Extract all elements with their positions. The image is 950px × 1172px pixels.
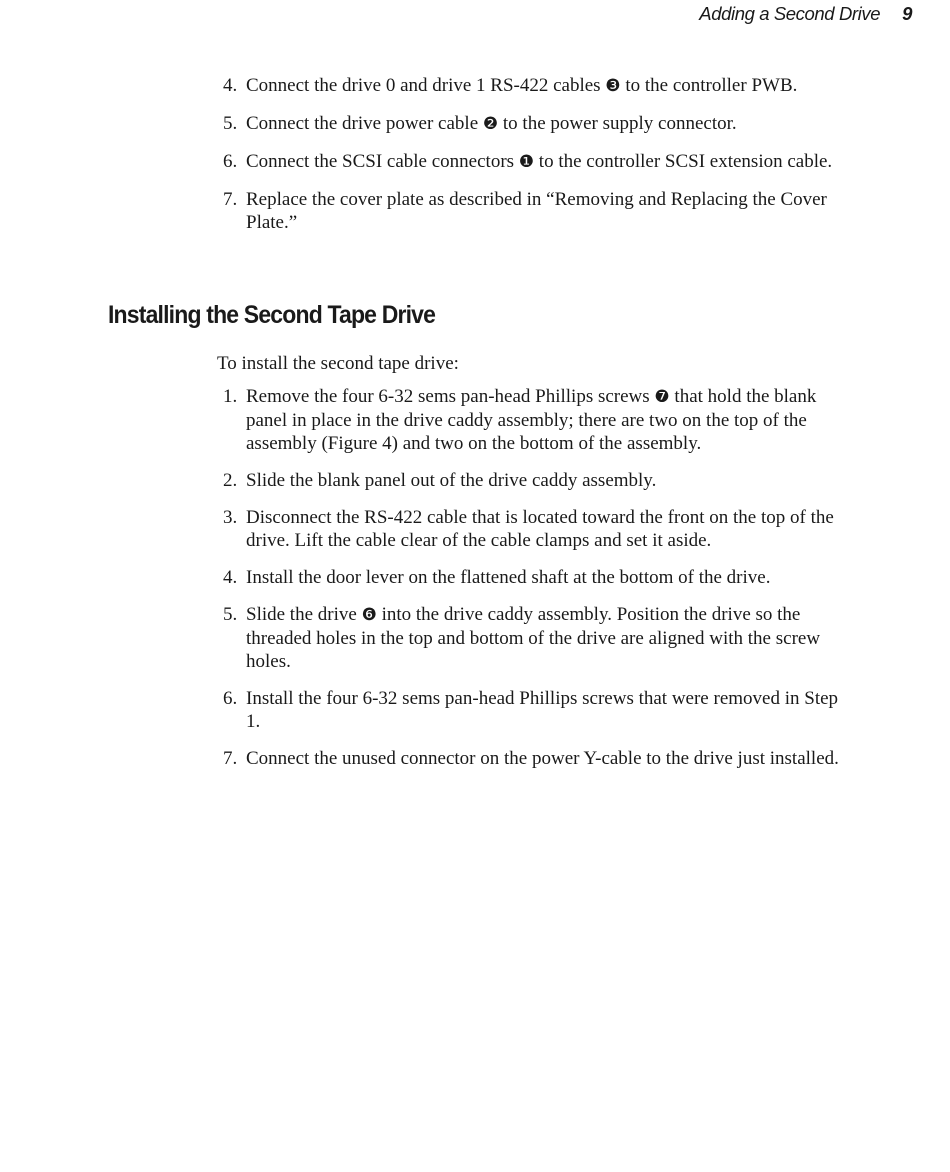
callout-2-icon: ❷	[482, 114, 499, 134]
list-item: 2. Slide the blank panel out of the drive caddy assembly.	[223, 470, 657, 491]
continued-steps-list	[216, 74, 856, 248]
step-number: 6.	[223, 688, 238, 709]
step-number: 2.	[223, 470, 238, 491]
page-number: 9	[902, 3, 912, 24]
step-number: 4.	[223, 75, 238, 96]
section-heading: Installing the Second Tape Drive	[108, 301, 436, 329]
step-number: 1.	[223, 386, 238, 407]
step-number: 4.	[223, 567, 238, 588]
list-item: 5. Connect the drive power cable ❷ to the power supply connector.	[223, 113, 737, 134]
step-number: 3.	[223, 507, 238, 528]
list-item: 6. Connect the SCSI cable connectors ❶ to the controller SCSI extension cable.	[223, 151, 833, 172]
list-item: 5. Slide the drive ❻ into the drive caddy assembly. Position the drive so the threaded holes in the top and bottom of the drive are aligned with the screw holes.	[223, 604, 821, 672]
step-number: 5.	[223, 604, 238, 625]
list-item: 4. Connect the drive 0 and drive 1 RS-422 cables ❸ to the controller PWB.	[223, 75, 798, 96]
header-title: Adding a Second Drive	[699, 3, 881, 24]
list-item: 1. Remove the four 6-32 sems pan-head Phillips screws ❼ that hold the blank panel in place in the drive caddy assembly; there are two on the top of the assembly (Figure 4) and two on the bottom of the assembly.	[223, 386, 817, 454]
step-number: 7.	[223, 748, 238, 769]
list-item: 7. Connect the unused connector on the power Y-cable to the drive just installed.	[223, 748, 839, 769]
install-steps-list	[216, 385, 856, 784]
callout-6-icon: ❻	[361, 605, 377, 625]
step-number: 5.	[223, 113, 238, 134]
list-item: 4. Install the door lever on the flattened shaft at the bottom of the drive.	[223, 567, 771, 588]
list-item: 6. Install the four 6-32 sems pan-head Phillips screws that were removed in Step 1.	[223, 688, 839, 732]
step-number: 6.	[223, 151, 238, 172]
step-number: 7.	[223, 189, 238, 210]
list-item: 3. Disconnect the RS-422 cable that is located toward the front on the top of the drive. Lift the cable clear of the cable clamps and set it aside.	[223, 507, 834, 551]
callout-3-icon: ❸	[605, 76, 621, 96]
callout-7-icon: ❼	[654, 387, 670, 407]
list-item: 7. Replace the cover plate as described in “Removing and Replacing the Cover Plate.”	[223, 189, 827, 233]
running-header	[699, 3, 912, 25]
callout-1-icon: ❶	[518, 152, 535, 172]
section-intro: To install the second tape drive:	[217, 353, 459, 374]
